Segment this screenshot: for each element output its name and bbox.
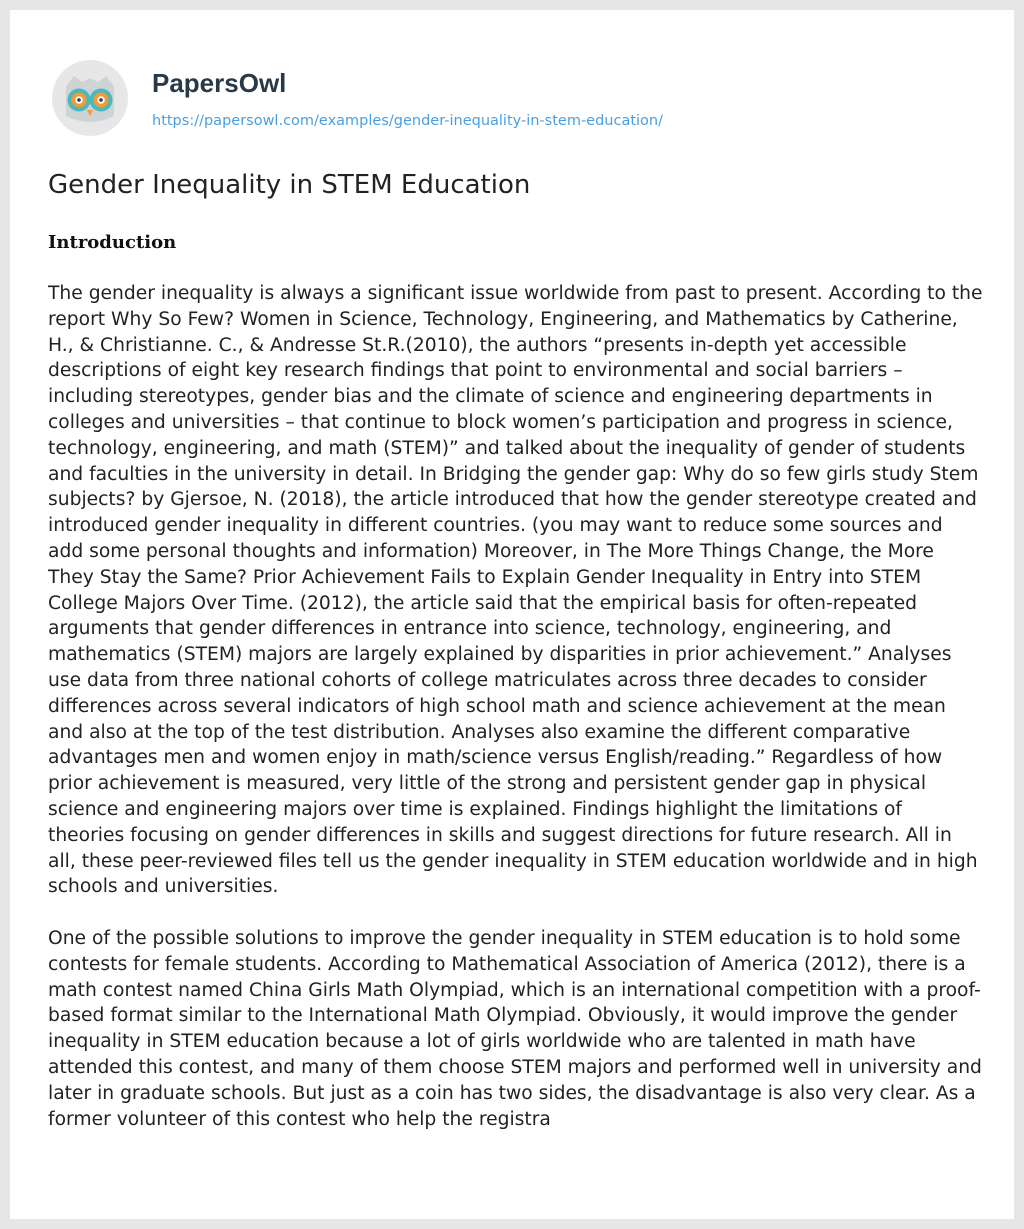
brand-name: PapersOwl	[152, 68, 287, 98]
source-url[interactable]: https://papersowl.com/examples/gender-inequality-in-stem-education/	[152, 113, 664, 129]
section-heading: Introduction	[48, 232, 177, 253]
essay-body	[48, 281, 983, 1158]
paragraph: The gender inequality is always a significant issue worldwide from past to present. According to the report Why So Few? Women in Science, Technology, Engineering, and Mathematics by Catherine, H., & Christianne. C., & Andresse St.R.(2010), the authors “presents in-depth yet accessible descriptions of eight key research findings that point to environmental and social barriers – including stereotypes, gender bias and the climate of science and engineering departments in colleges and universities – that continue to block women’s participation and progress in science, technology, engineering, and math (STEM)” and talked about the inequality of gender of students and faculties in the university in detail. In Bridging the gender gap: Why do so few girls study Stem subjects? by Gjersoe, N. (2018), the article introduced that how the gender stereotype created and introduced gender inequality in different countries. (you may want to reduce some sources and add some personal thoughts and information) Moreover, in The More Things Change, the More They Stay the Same? Prior Achievement Fails to Explain Gender Inequality in Entry into STEM College Majors Over Time. (2012), the article said that the empirical basis for often-repeated arguments that gender differences in entrance into science, technology, engineering, and mathematics (STEM) majors are largely explained by disparities in prior achievement.” Analyses use data from three national cohorts of college matriculates across three decades to consider differences across several indicators of high school math and science achievement at the mean and also at the top of the test distribution. Analyses also examine the different comparative advantages men and women enjoy in math/science versus English/reading.” Regardless of how prior achievement is measured, very little of the strong and persistent gender gap in physical science and engineering majors over time is explained. Findings highlight the limitations of theories focusing on gender differences in skills and suggest directions for future research. All in all, these peer-reviewed files tell us the gender inequality in STEM education worldwide and in high schools and universities.	[48, 283, 983, 898]
paragraph: One of the possible solutions to improve the gender inequality in STEM education is to hold some contests for female students. According to Mathematical Association of America (2012), there is a math contest named China Girls Math Olympiad, which is an international competition with a proof-based format similar to the International Math Olympiad. Obviously, it would improve the gender inequality in STEM education because a lot of girls worldwide who are talented in math have attended this contest, and many of them choose STEM majors and performed well in university and later in graduate schools. But just as a coin has two sides, the disadvantage is also very clear. As a former volunteer of this contest who help the registra	[48, 927, 982, 1130]
page-title: Gender Inequality in STEM Education	[48, 170, 531, 200]
owl-logo-icon	[50, 58, 130, 138]
document-page	[10, 10, 1014, 1219]
